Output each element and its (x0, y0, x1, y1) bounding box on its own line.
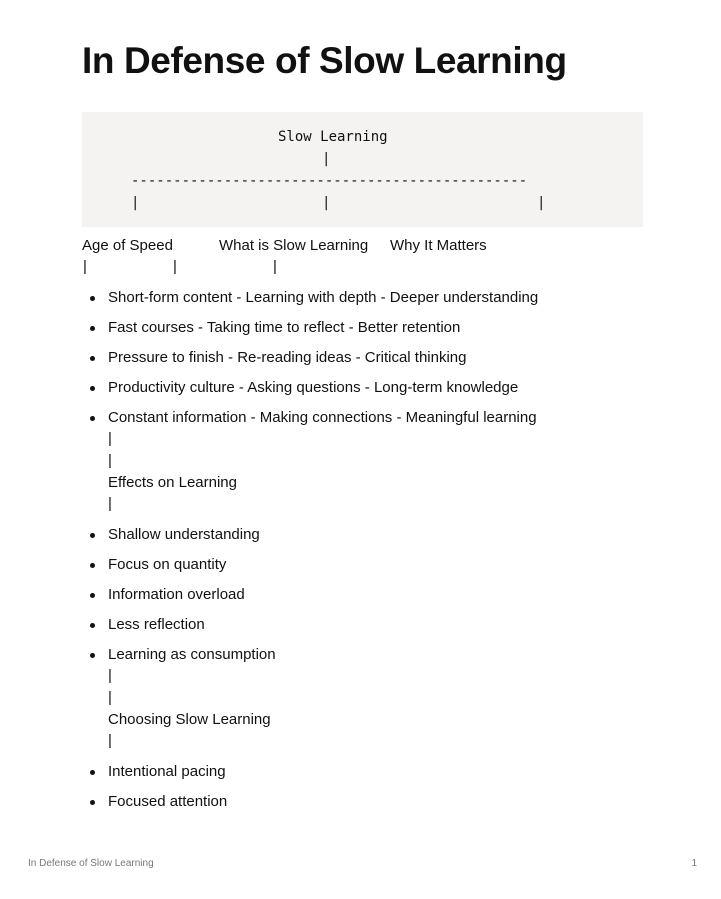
list-item: Constant information - Making connections - Meaningful learning (108, 409, 537, 426)
section-connector: | (108, 430, 112, 447)
branch-connector: | (83, 258, 87, 275)
list-item: Short-form content - Learning with depth - Deeper understanding (108, 289, 539, 306)
bullet-marker (90, 623, 95, 628)
list-item: Focused attention (108, 793, 228, 810)
list-item: Learning as consumption (108, 646, 276, 663)
branch-label-why-it-matters: Why It Matters (390, 237, 487, 254)
bullet-marker (90, 386, 95, 391)
bullet-marker (90, 416, 95, 421)
page-title: In Defense of Slow Learning (82, 40, 567, 81)
bullet-marker (90, 563, 95, 568)
list-item: Productivity culture - Asking questions - Long-term knowledge (108, 379, 519, 396)
section-connector: | (108, 667, 112, 684)
section-connector: | (108, 452, 112, 469)
branch-label-what-is-slow-learning: What is Slow Learning (219, 237, 369, 254)
section-connector: | (108, 689, 112, 706)
bullet-marker (90, 296, 95, 301)
bullet-marker (90, 593, 95, 598)
ascii-diagram-block (82, 112, 643, 227)
footer-page-number: 1 (691, 858, 697, 869)
section-connector: | (108, 495, 112, 512)
branch-connector: | (273, 258, 277, 275)
section-connector: | (108, 732, 112, 749)
branch-label-age-of-speed: Age of Speed (82, 237, 173, 254)
diagram-dash-line: ----------------------------------------------- (131, 173, 528, 189)
section-heading-effects-on-learning: Effects on Learning (108, 474, 237, 491)
list-item: Less reflection (108, 616, 205, 633)
list-item: Shallow understanding (108, 526, 260, 543)
branch-connector: | (173, 258, 177, 275)
diagram-branch-connector-left: | (131, 195, 140, 211)
bullet-marker (90, 653, 95, 658)
diagram-root-label: Slow Learning (278, 129, 388, 145)
bullet-marker (90, 533, 95, 538)
diagram-branch-connector-middle: | (322, 195, 331, 211)
bullet-marker (90, 326, 95, 331)
footer-title: In Defense of Slow Learning (28, 858, 154, 869)
list-item: Intentional pacing (108, 763, 226, 780)
list-item: Focus on quantity (108, 556, 227, 573)
diagram-root-connector: | (322, 151, 331, 167)
bullet-marker (90, 800, 95, 805)
bullet-marker (90, 770, 95, 775)
diagram-branch-connector-right: | (537, 195, 546, 211)
bullet-marker (90, 356, 95, 361)
list-item: Information overload (108, 586, 245, 603)
section-heading-choosing-slow-learning: Choosing Slow Learning (108, 711, 271, 728)
list-item: Pressure to finish - Re-reading ideas - Critical thinking (108, 349, 467, 366)
list-item: Fast courses - Taking time to reflect - Better retention (108, 319, 461, 336)
